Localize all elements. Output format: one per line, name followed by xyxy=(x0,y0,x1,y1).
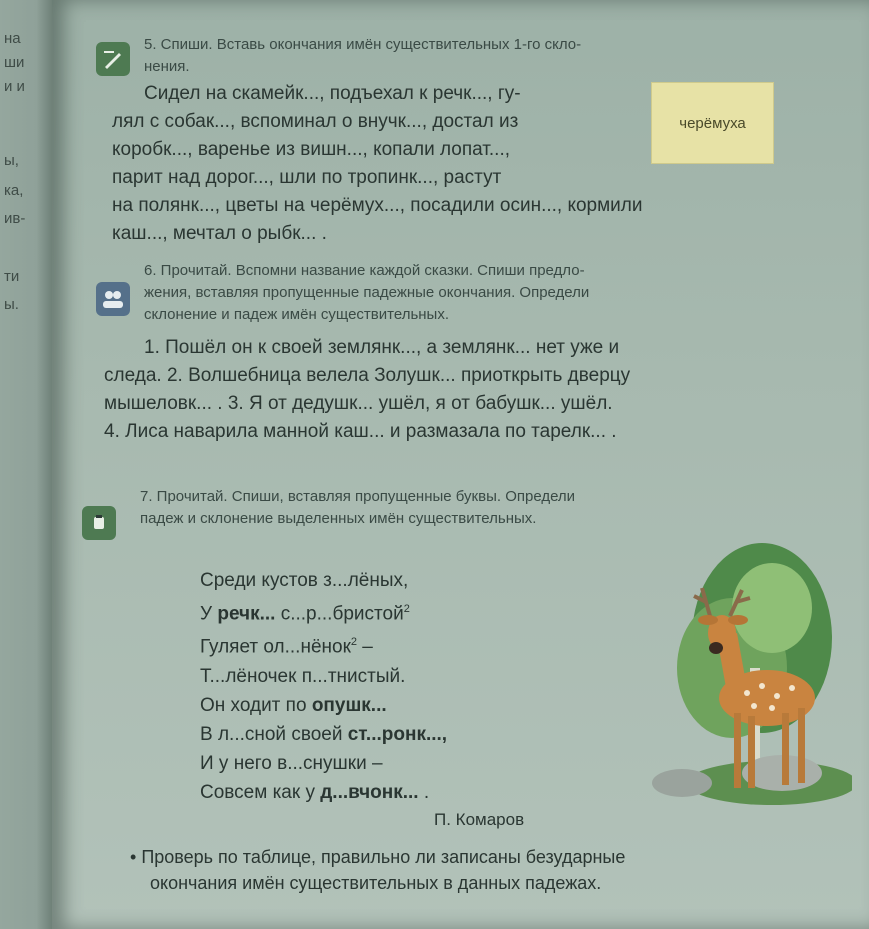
poem-line: Т...лёночек п...тнистый. xyxy=(200,665,406,687)
task6-line: 4. Лиса наварила манной каш... и размазала по тарелк... . xyxy=(104,421,617,442)
read-task-icon xyxy=(96,282,130,316)
vocabulary-note: черёмуха xyxy=(651,82,774,164)
write-task-icon xyxy=(96,42,130,76)
task6-line: следа. 2. Волшебница велела Золушк... приоткрыть дверцу xyxy=(104,365,631,386)
task5-line: лял с собак..., вспоминал о внучк..., достал из xyxy=(112,111,519,132)
poem-line: И у него в...снушки – xyxy=(200,752,383,774)
poem-line: Совсем как у д...вчонк... . xyxy=(200,781,430,803)
task6-text xyxy=(104,334,630,446)
task6-instruction: 6. Прочитай. Вспомни название каждой сказки. Спиши предло- жения, вставляя пропущенные падежные окончания. Определи склонение и падеж имён существительных. xyxy=(144,262,590,323)
task5-line: Сидел на скамейк..., подъехал к речк..., гу- xyxy=(144,83,521,104)
prev-fragment: ти xyxy=(4,268,20,285)
prev-fragment: ши xyxy=(4,54,25,71)
check-instruction: • Проверь по таблице, правильно ли записаны безударные окончания имён существительных в данных падежах. xyxy=(130,847,626,893)
task5-line: каш..., мечтал о рыбк... . xyxy=(112,223,327,244)
poem-line: Он ходит по опушк... xyxy=(200,694,387,716)
task6-line: мышеловк... . 3. Я от дедушк... ушёл, я от бабушк... ушёл. xyxy=(104,393,613,414)
task5-text xyxy=(112,80,643,248)
prev-fragment: ы. xyxy=(4,296,19,313)
task5-instruction: 5. Спиши. Вставь окончания имён существительных 1-го скло- нения. xyxy=(144,36,582,75)
previous-page-edge xyxy=(0,0,52,929)
poem-author: П. Комаров xyxy=(434,810,525,829)
deer-illustration xyxy=(622,528,852,818)
write-task-icon xyxy=(82,506,116,540)
textbook-page xyxy=(52,0,869,929)
poem xyxy=(200,566,447,807)
prev-fragment: на xyxy=(4,30,21,47)
prev-fragment: и и xyxy=(4,78,25,95)
prev-fragment: ы, xyxy=(4,152,19,169)
task5-line: парит над дорог..., шли по тропинк..., растут xyxy=(112,167,502,188)
task5-line: на полянк..., цветы на черёмух..., посадили осин..., кормили xyxy=(112,195,643,216)
poem-line: Гуляет ол...нёнок$^2$ – xyxy=(200,636,373,658)
task6-line: 1. Пошёл он к своей землянк..., а землянк... нет уже и xyxy=(144,337,620,358)
task5-line: коробк..., варенье из вишн..., копали лопат..., xyxy=(112,139,511,160)
task7-instruction: 7. Прочитай. Спиши, вставляя пропущенные буквы. Определи падеж и склонение выделенных имён существительных. xyxy=(140,488,576,527)
poem-line: В л...сной своей ст...ронк..., xyxy=(200,723,448,745)
bullet: • xyxy=(130,847,137,867)
poem-line: Среди кустов з...лёных, xyxy=(200,570,409,591)
prev-fragment: ив- xyxy=(4,210,26,227)
poem-line: У речк... с...р...бристой$^2$ xyxy=(200,603,410,625)
prev-fragment: ка, xyxy=(4,182,24,199)
